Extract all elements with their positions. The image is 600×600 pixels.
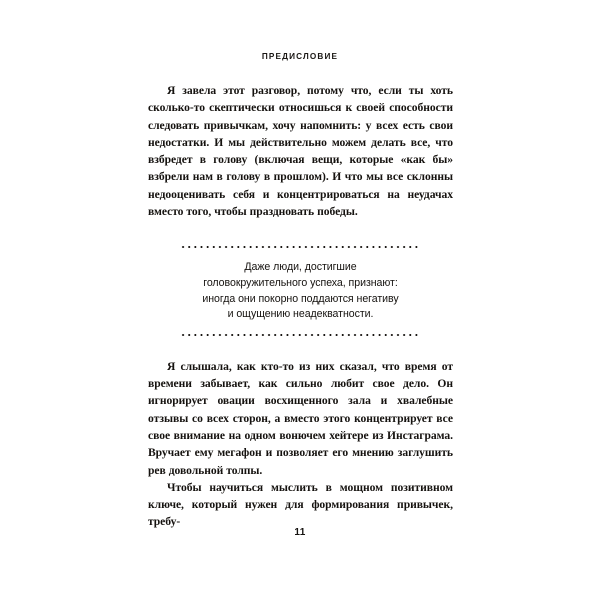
pullquote-line-3: иногда они покорно поддаются негативу: [202, 292, 399, 305]
spacer-after-pullquote: [148, 337, 453, 358]
pullquote-block: [148, 245, 453, 336]
pullquote-line-4: и ощущению неадекватности.: [227, 308, 374, 321]
page-number: 11: [294, 527, 306, 538]
text-column: [148, 82, 453, 531]
pullquote-line-2: головокружительного успеха, признают:: [203, 276, 398, 289]
pullquote-text: [148, 249, 453, 332]
body-paragraph-3: Чтобы научиться мыслить в мощном позитивном ключе, который нужен для формирования привычек, требу-: [148, 480, 453, 529]
body-paragraph-2: Я слышала, как кто-то из них сказал, что время от времени забывает, как сильно любит свое дело. Он игнорирует овации восхищенного зала и хвалебные отзывы со всех сторон, а вместо этого концентрирует все свое внимание на одном вонючем хейтере из Инстаграма. Вручает ему мегафон и позволяет его мнению заглушить рев довольной толпы.: [148, 359, 453, 477]
pullquote-rule-bottom: [180, 333, 421, 337]
pullquote-line-1: Даже люди, достигшие: [244, 261, 357, 274]
running-head: ПРЕДИСЛОВИЕ: [261, 52, 339, 61]
spacer-before-pullquote: [148, 220, 453, 223]
body-paragraph-1: Я завела этот разговор, потому что, если ты хоть сколько-то скептически относишься к своей способности следовать привычкам, хочу напомнить: у всех есть свои недостатки. И мы действительно можем делать все, что взбредет в голову (включая вещи, которые «как бы» взбрели нам в голову в прошлом). И что мы все склонны недооценивать себя и концентрироваться на неудачах вместо того, чтобы праздновать победы.: [148, 84, 453, 219]
